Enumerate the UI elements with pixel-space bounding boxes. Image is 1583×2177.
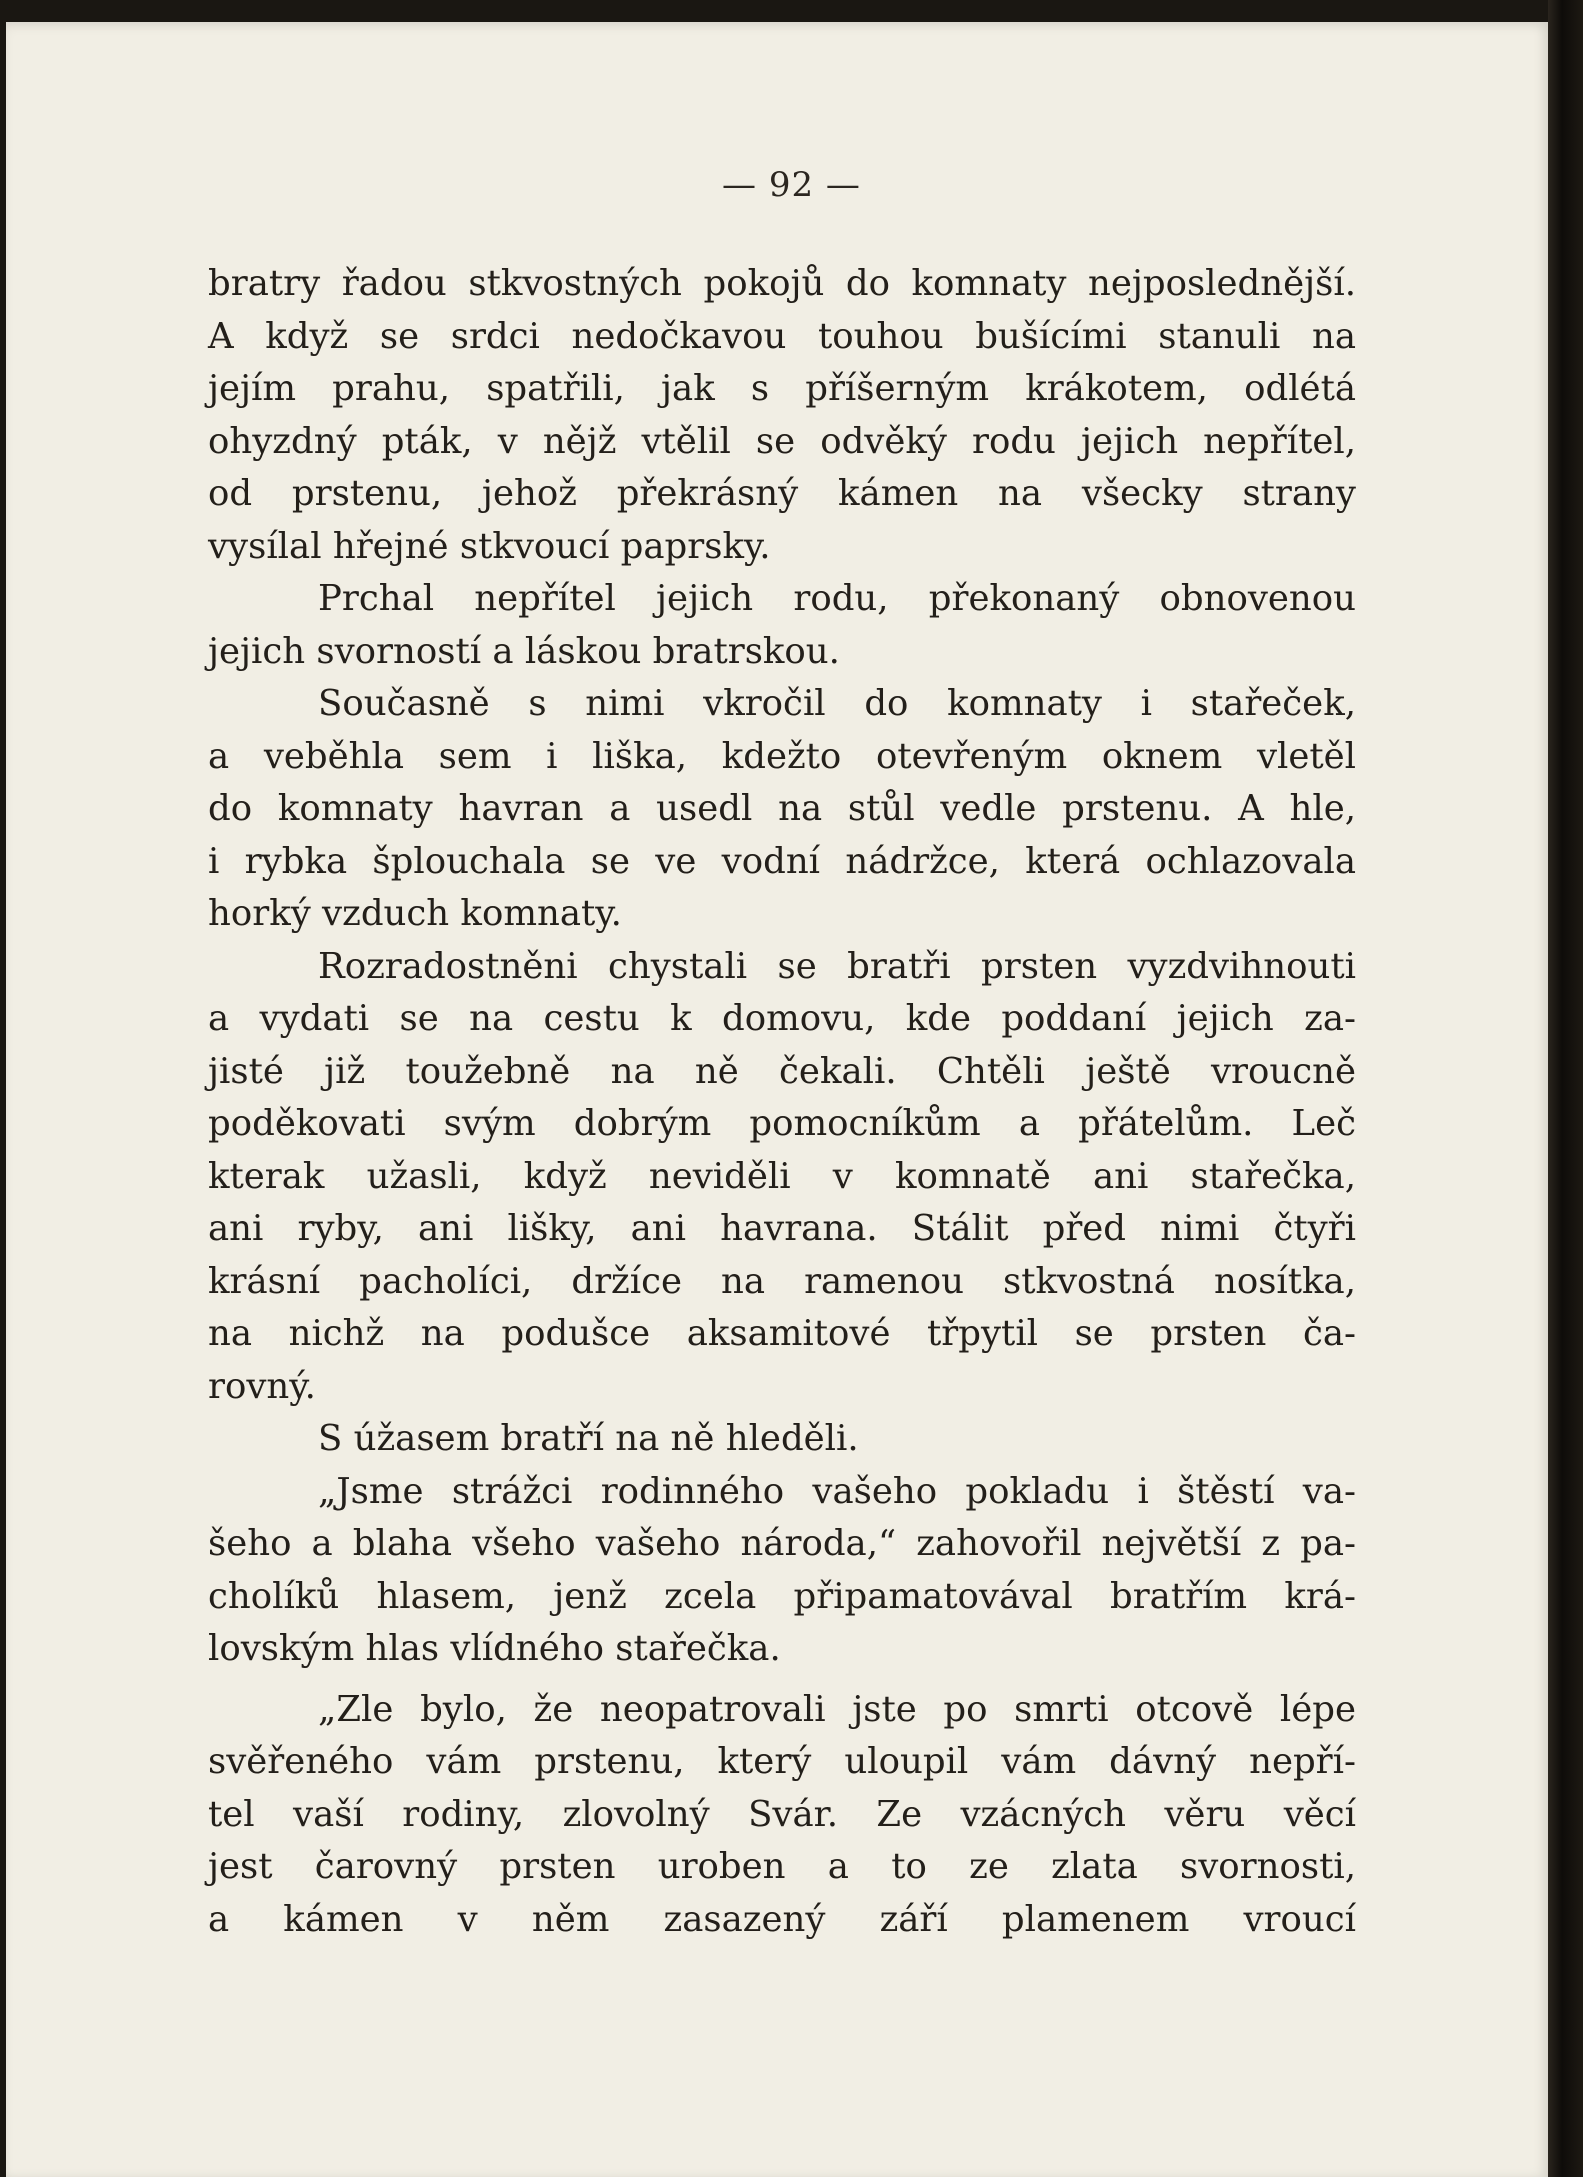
text-line: jest čarovný prsten uroben a to ze zlata svornosti, bbox=[208, 1846, 1356, 1887]
text-line: Rozradostněni chystali se bratři prsten vyzdvihnouti bbox=[318, 945, 1356, 987]
text-line: rovný. bbox=[208, 1365, 316, 1407]
text-line: cholíků hlasem, jenž zcela připamatovával bratřím krá- bbox=[208, 1575, 1356, 1617]
body-text bbox=[208, 258, 1356, 1946]
text-line: jejím prahu, spatřili, jak s příšerným krákotem, odlétá bbox=[208, 368, 1356, 409]
text-line: S úžasem bratří na ně hleděli. bbox=[318, 1418, 859, 1459]
text-line: Prchal nepřítel jejich rodu, překonaný obnovenou bbox=[318, 578, 1356, 619]
text-line: ani ryby, ani lišky, ani havrana. Stálit před nimi čtyři bbox=[208, 1208, 1356, 1249]
text-line: svěřeného vám prstenu, který uloupil vám dávný nepří- bbox=[208, 1741, 1356, 1782]
text-line: Současně s nimi vkročil do komnaty i stařeček, bbox=[318, 683, 1356, 724]
page-number: — 92 — bbox=[722, 165, 861, 205]
text-line: vysílal hřejné stkvoucí paprsky. bbox=[208, 525, 771, 567]
text-line: poděkovati svým dobrým pomocníkům a přátelům. Leč bbox=[208, 1103, 1356, 1144]
text-line: jisté již toužebně na ně čekali. Chtěli ještě vroucně bbox=[208, 1050, 1356, 1092]
text-line: jejich svorností a láskou bratrskou. bbox=[208, 630, 840, 672]
text-line: kterak užasli, když neviděli v komnatě ani stařečka, bbox=[208, 1155, 1356, 1197]
text-line: bratry řadou stkvostných pokojů do komnaty nejposlednější. bbox=[208, 263, 1356, 304]
text-line: krásní pacholíci, držíce na ramenou stkvostná nosítka, bbox=[208, 1260, 1356, 1302]
text-line: na nichž na podušce aksamitové třpytil se prsten ča- bbox=[208, 1313, 1356, 1354]
text-line: a veběhla sem i liška, kdežto otevřeným oknem vletěl bbox=[208, 735, 1356, 777]
text-line: „Jsme strážci rodinného vašeho pokladu i štěstí va- bbox=[318, 1470, 1356, 1512]
page-binding-edge bbox=[1548, 0, 1583, 2177]
text-line: A když se srdci nedočkavou touhou bušícími stanuli na bbox=[208, 315, 1356, 357]
text-line: „Zle bylo, že neopatrovali jste po smrti otcově lépe bbox=[318, 1688, 1356, 1730]
text-line: lovským hlas vlídného stařečka. bbox=[208, 1628, 781, 1669]
text-line: šeho a blaha všeho vašeho národa,“ zahovořil největší z pa- bbox=[208, 1523, 1356, 1564]
text-line: a kámen v něm zasazený září plamenem vroucí bbox=[208, 1898, 1356, 1940]
text-line: do komnaty havran a usedl na stůl vedle prstenu. A hle, bbox=[208, 788, 1356, 829]
text-line: horký vzduch komnaty. bbox=[208, 893, 622, 934]
text-line: a vydati se na cestu k domovu, kde poddaní jejich za- bbox=[208, 998, 1356, 1039]
text-line: ohyzdný pták, v nějž vtělil se odvěký rodu jejich nepřítel, bbox=[208, 420, 1356, 462]
text-line: i rybka šplouchala se ve vodní nádržce, která ochlazovala bbox=[208, 840, 1356, 882]
text-line: od prstenu, jehož překrásný kámen na všecky strany bbox=[208, 473, 1356, 514]
text-line: tel vaší rodiny, zlovolný Svár. Ze vzácných věru věcí bbox=[208, 1793, 1356, 1835]
